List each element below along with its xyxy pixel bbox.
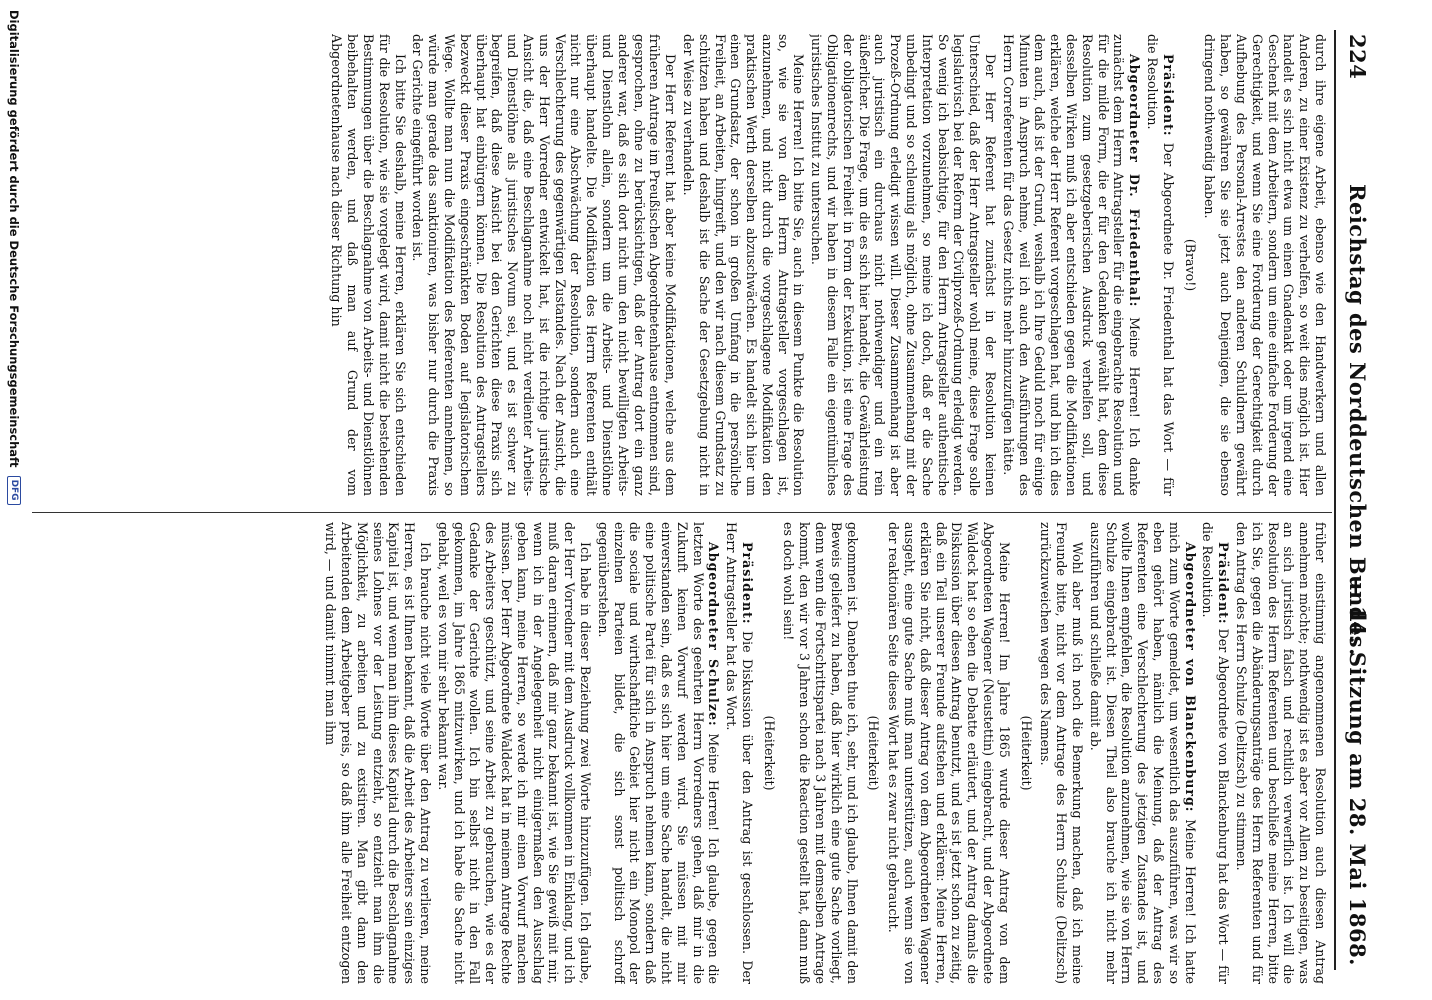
paragraph (595, 522, 721, 984)
paragraph-text: Der Abgeordnete von Blanckenburg hat das Wort — für die Resolution. (1200, 522, 1232, 984)
dfg-logo: DFG (7, 476, 21, 505)
right-column (8, 522, 1328, 984)
paragraph (723, 522, 755, 984)
paragraph: Ich brauche nicht viele Worte über den Antrag zu verlieren, meine Herren, es ist Ihnen bekannt, daß die Arbeit des Arbeiters sein einziges Kapital ist, und wenn man ihm dieses Kapital durch die Beschlagnahme seines Lohnes vor der Leistung entzieht, so entzieht man ihm die Möglichkeit, zu arbeiten und zu existiren. Man gibt dann den Arbeitenden dem Arbeitgeber preis, so daß ihm alle Freiheit entzogen wird, — und damit nimmt man ihm (323, 522, 433, 984)
reaction: (Heiterkeit) (761, 715, 777, 791)
page-number: 224 (1345, 34, 1370, 80)
paragraph-text: Meine Herren! Ich hatte mich zum Worte gemeldet, um wesentlich das auszuführen, was wir so eben gehört haben, nämlich die Meinung, daß der Antrag des Referenten eine Verschlechterung des jetzigen Zustandes ist, und wollte Ihnen empfehlen, die Resolution anzunehmen, wie sie von Herrn Schulze eingebracht ist. Diesen Theil also brauche ich nicht mehr auszuführen und schließe damit ab. (1087, 522, 1198, 984)
paragraph: Ich habe in dieser Beziehung zwei Worte hinzuzufügen. Ich glaube, der Herr Vorredner mit dem Ausdruck vollkommen in Einklang, und ich muß daran erinnern, daß mir ganz bekannt ist, wie Sie gewiß mit mir, wenn ich in der Angelegenheit nicht einigermaßen den Ausschlag geben kann, meine Herren, so werde ich mir einen Vorwurf machen müssen. Der Herr Abgeordnete Waldeck hat in meinem Antrage Rechte des Arbeiters geschützt, und seine Arbeit zu gebrauchen, wie es der Gedanke der Gerichte wollen. Ich bin selbst nicht in den Fall gekommen, im Jahre 1865 mitzuwirken, und ich habe die Sache nicht gehabt, weil es von mir sehr bekannt war. (435, 522, 593, 984)
paragraph: Wohl aber muß ich noch die Bemerkung machen, daß ich meine Freunde bitte, nicht vor dem Antrage des Herrn Schulze (Delitzsch) zurückzuweichen wegen des Namens. (1038, 522, 1086, 984)
paragraph: Ich bitte Sie deshalb, meine Herren, erklären Sie sich entschieden für die Resolution, wie sie vorgelegt wird, damit nicht die bestehenden Bestimmungen über die Beschlagnahme von Arbeits- und Dienstlöhnen beibehalten werden, und daß man auf Grund der vom Abgeordnetenhause nach dieser Richtung hin (329, 34, 408, 496)
page-header (1336, 34, 1370, 974)
paragraph: früher einstimmig angenommenen Resolution auch diesen Antrag annehmen möchte; nothwendig ist es aber vor Allem zu beseitigen, was an sich juristisch falsch und rechtlich verwerflich ist. Ich will die Resolution des Herrn Referenten und beschließe meine Herren, bitte ich Sie, gegen die Abänderungsanträge des Herrn Referenten und für den Antrag des Herrn Schulze (Delitzsch) zu stimmen. (1234, 522, 1328, 984)
left-column (8, 34, 1328, 496)
session-title: — 14. Sitzung am 28. Mai 1868. (1345, 576, 1370, 966)
running-title: Reichstag des Norddeutschen Bundes. (1345, 184, 1370, 656)
paragraph: Meine Herren! Im Jahre 1865 wurde dieser Antrag von dem Abgeordneten Wagener (Neustettin) eingebracht, und der Abgeordnete Waldeck hat so eben die Debatte erläutert, und der Antrag damals die Diskussion über diesen Antrag benutzt, und es ist jetzt schon zu zeitig, daß ein Teil unserer Freunde aufstehen und erklären: Meine Herren, erklären Sie nicht, daß dieser Antrag von dem Abgeordneten Wagener ausgeht, eine gute Sache muß man unterstützen, auch wenn sie von der reaktionären Seite dieses Wort hat es zwar nicht gebraucht. (886, 522, 1012, 984)
speaker: Abgeordneter Dr. Friedenthal: (1127, 54, 1143, 308)
header-rule (1334, 30, 1336, 970)
paragraph-text: Meine Herren! Ich glaube, gegen die letzten Worte des geehrten Herrn Vorredners gehen, daß mir in die Zukunft keinen Vorwurf werden wird. Sie müssen mit mir einverstanden sein, daß es sich hier um eine Sache handelt, die nicht eine politische Partei für sich in Anspruch nehmen kann, sondern daß die sociale und wirthschaftliche Gebiet hier nicht ein Monopol der einzelnen Parteien bildet, die sich sonst politisch schroff gegenüberstehen. (595, 522, 722, 984)
reaction: (Bravo!) (1182, 238, 1198, 292)
reaction: (Heiterkeit) (1018, 715, 1034, 791)
footer-text: Digitalisierung gefördert durch die Deutsche Forschungsgemeinschaft (7, 10, 21, 468)
speaker: Abgeordneter von Blanckenburg: (1182, 542, 1198, 813)
paragraph (1200, 522, 1232, 984)
paragraph (1087, 522, 1198, 984)
speaker: Abgeordneter Schulze: (706, 542, 722, 727)
paragraph: Der Herr Referent hat aber keine Modifikationen, welche aus dem früheren Antrage im Preußischen Abgeordnetenhause entnommen sind, gesprochen, ohne zu berücksichtigen, daß der Antrag dort ein ganz anderer war, daß es sich dort nicht um den nicht bewilligten Arbeits- und Dienstlohn allein, sondern um die Arbeits- und Dienstlöhne überhaupt handelte. Die Modifikation des Herrn Referenten enthält nicht nur eine Abschwächung der Resolution, sondern auch eine Verschlechterung des gegenwärtigen Zustandes. Nach der Ansicht, die uns der Herr Vorredner entwickelt hat, ist die richtige juristische Ansicht die, daß eine Beschlagnahme noch nicht verdienter Arbeits- und Dienstlöhne als juristisches Novum sei, und es ist schwer zu begreifen, daß diese Ansicht bei den Gerichten diese Praxis sich überhaupt hat einbürgern können. Die Resolution des Antragstellers bezweckt dieser Praxis eingeschränkten Boden auf legislatorischem Wege. Wollte man nun die Modifikation des Referenten annehmen, so würde man gerade das sanktioniren, was bisher nur durch die Praxis der Gerichte eingeführt worden ist. (410, 34, 679, 496)
paragraph: Der Herr Referent hat zunächst in der Resolution keinen Unterschied, daß der Herr Antragsteller wohl meine, diese Frage solle legislativisch bei der Reform der Civilprozeß-Ordnung erledigt werden. So wenig ich beabsichtige, für den Herrn Antragsteller authentische Interpretation vorzunehmen, so meine ich doch, daß er die Sache unbedingt und so schleunig als möglich, ohne Zusammenhang mit der Prozeß-Ordnung erledigt wissen will. Dieser Zusammenhang ist aber auch juristisch ein durchaus nicht nothwendiger und ein rein äußerlicher. Die Frage, um die es sich hier handelt, die Gewährleistung der obligatorischen Freiheit in Form der Exekution, ist eine Frage des Obligationenrechts, und wir haben in diesem Falle ein eigentümliches juristisches Institut zu untersuchen. (809, 34, 999, 496)
column-divider (32, 512, 1332, 513)
speaker: Präsident: (1216, 542, 1232, 625)
paragraph: Meine Herren! Ich bitte Sie, auch in diesem Punkte die Resolution so, wie sie von dem Herrn Antragsteller vorgeschlagen ist, anzunehmen, und nicht durch die vorgeschlagene Modifikation den praktischen Werth derselben abzuschwächen. Es handelt sich hier um einen Grundsatz, der schon in großen Umfang in die persönliche Freiheit, an Arbeiten, hingreift, und den wir nach diesem Grundsatz zu schützen haben und deshalb ist die Sache der Gesetzgebung nicht in der Weise zu verhandeln. (680, 34, 807, 496)
reaction: (Heiterkeit) (866, 715, 882, 791)
paragraph-text: Der Abgeordnete Dr. Friedenthal hat das Wort — für die Resolution. (1145, 34, 1176, 496)
paragraph: durch ihre eigene Arbeit, ebenso wie den Handwerkern und allen Anderen, zu einer Existenz zu verhelfen, so weit dies möglich ist. Hier handelt es sich nicht etwa um einen Gnadenakt oder um irgend eine Geschenk mit dem Arbeitern, sondern um eine einfache Forderung der Gerechtigkeit, und wenn Sie eine Forderung der Gerechtigkeit durch Aufhebung des Personal-Arrestes den anderen Schuldnern gewährt haben, so gewähren Sie sie jetzt auch Denjenigen, die sie ebenso dringend nothwendig haben. (1202, 34, 1328, 496)
speaker: Präsident: (739, 542, 755, 625)
digitization-footer (4, 10, 24, 990)
paragraph-text: Die Diskussion über den Antrag ist geschlossen. Der Herr Antragsteller hat das Wort. (724, 522, 755, 984)
paragraph: gekommen ist. Daneben thue ich, sehr, und ich glaube, Ihnen damit den Beweis geliefert zu haben, daß hier wirklich eine gute Sache vorliegt, denn wenn die Fortschrittspartei nach 3 Jahren mit demselben Antrage kommt, den wir vor 3 Jahren schon die Reaction gestellt hat, dann muß es doch wohl sein! (781, 522, 860, 984)
paragraph (1144, 34, 1176, 496)
paragraph-text: Meine Herren! Ich danke zunächst dem Herrn Antragsteller für die eingebrachte Resolution und für die milde Form, die er für den Gedanken gewählt hat, dem diese Resolution zum gesetzgeberischen Ausdruck verhelfen soll, und desselben Wirken muß ich aber entschieden gegen die Modifikationen erklären, welche der Herr Referent vorgeschlagen hat, und bin ich dies dem auch, daß ist der Grund, weshalb ich Ihre Geduld noch für einige Minuten in Anspruch nehme, weil ich auch den Ausführungen des Herrn Correferenten für das Gesetz nichts mehr hinzuzufügen hätte. (1000, 34, 1143, 496)
speaker: Präsident: (1160, 54, 1176, 137)
paragraph (1000, 34, 1142, 496)
